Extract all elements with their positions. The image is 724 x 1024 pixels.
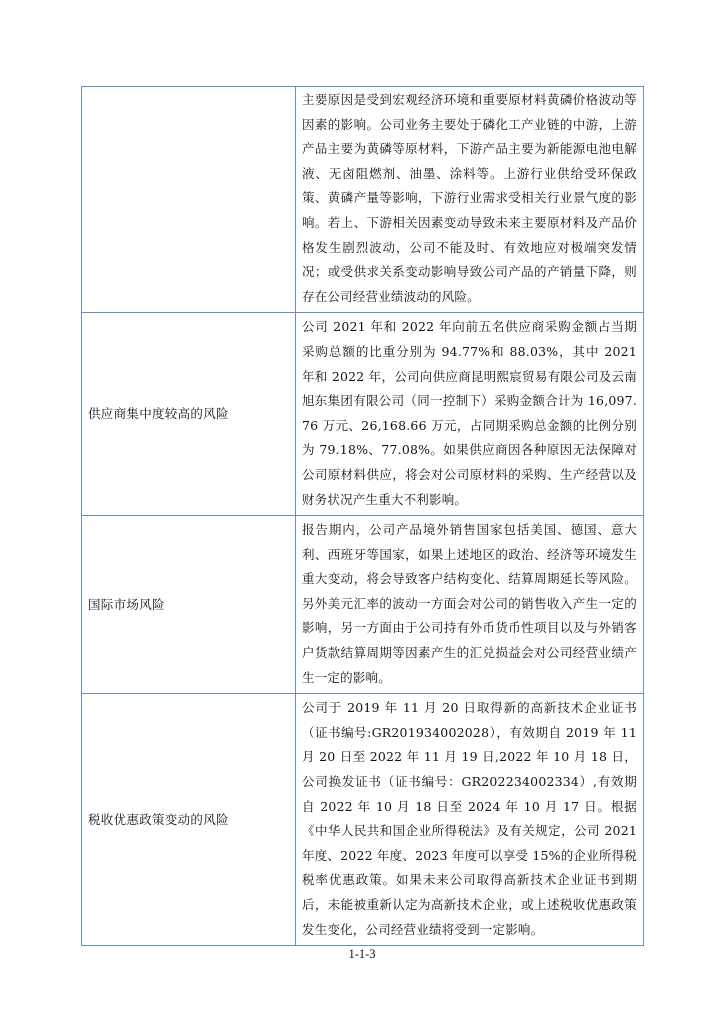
page-number: 1-1-3 <box>348 947 376 961</box>
risk-label-cell <box>82 313 296 516</box>
table-row <box>82 694 644 946</box>
risk-factor-table <box>81 86 644 946</box>
table-row <box>82 313 644 516</box>
risk-description: 主要原因是受到宏观经济环境和重要原材料黄磷价格波动等因素的影响。公司业务主要处于磷化工产业链的中游，上游产品主要为黄磷等原材料，下游产品主要为新能源电池电解液、无卤阻燃剂、油墨、涂料等。上游行业供给受环保政策、黄磷产量等影响，下游行业需求受相关行业景气度的影响。若上、下游相关因素变动导致未来主要原材料及产品价格发生剧烈波动，公司不能及时、有效地应对极端突发情况；或受供求关系变动影响导致公司产品的产销量下降，则存在公司经营业绩波动的风险。 <box>302 92 637 304</box>
risk-description: 公司 2021 年和 2022 年向前五名供应商采购金额占当期采购总额的比重分别为 94.77%和 88.03%，其中 2021 年和 2022 年，公司向供应商昆明熙宸贸易有限公司及云南旭东集团有限公司（同一控制下）采购金额合计为 16,097.76 万元、26,168.66 万元，占同期采购总金额的比例分别为 79.18%、77.08%。如果供应商因各种原因无法保障对公司原材料供应，将会对公司原材料的采购、生产经营以及财务状况产生重大不利影响。 <box>302 319 637 507</box>
risk-description: 公司于 2019 年 11 月 20 日取得新的高新技术企业证书（证书编号:GR201934002028），有效期自 2019 年 11 月 20 日至 2022 年 11 月 19 日,2022 年 10 月 18 日，公司换发证书（证书编号：GR202234002334）,有效期自 2022 年 10 月 18 日至 2024 年 10 月 17 日。根据《中华人民共和国企业所得税法》及有关规定，公司 2021 年度、2022 年度、2023 年度可以享受 15%的企业所得税税率优惠政策。如果未来公司取得高新技术企业证书到期后，未能被重新认定为高新技术企业，或上述税收优惠政策发生变化，公司经营业绩将受到一定影响。 <box>302 700 637 937</box>
table-row <box>82 516 644 694</box>
risk-description-cell <box>296 694 644 946</box>
risk-name: 税收优惠政策变动的风险 <box>88 811 229 827</box>
risk-description-cell <box>296 313 644 516</box>
risk-name: 供应商集中度较高的风险 <box>88 406 229 422</box>
table-row <box>82 87 644 313</box>
risk-label-cell <box>82 694 296 946</box>
risk-label-cell <box>82 516 296 694</box>
risk-label-cell <box>82 87 296 313</box>
risk-description-cell <box>296 516 644 694</box>
risk-description: 报告期内，公司产品境外销售国家包括美国、德国、意大利、西班牙等国家，如果上述地区的政治、经济等环境发生重大变动，将会导致客户结构变化、结算周期延长等风险。另外美元汇率的波动一方面会对公司的销售收入产生一定的影响，另一方面由于公司持有外币货币性项目以及与外销客户货款结算周期等因素产生的汇兑损益会对公司经营业绩产生一定的影响。 <box>302 522 637 685</box>
risk-description-cell <box>296 87 644 313</box>
risk-name: 国际市场风险 <box>88 596 165 612</box>
